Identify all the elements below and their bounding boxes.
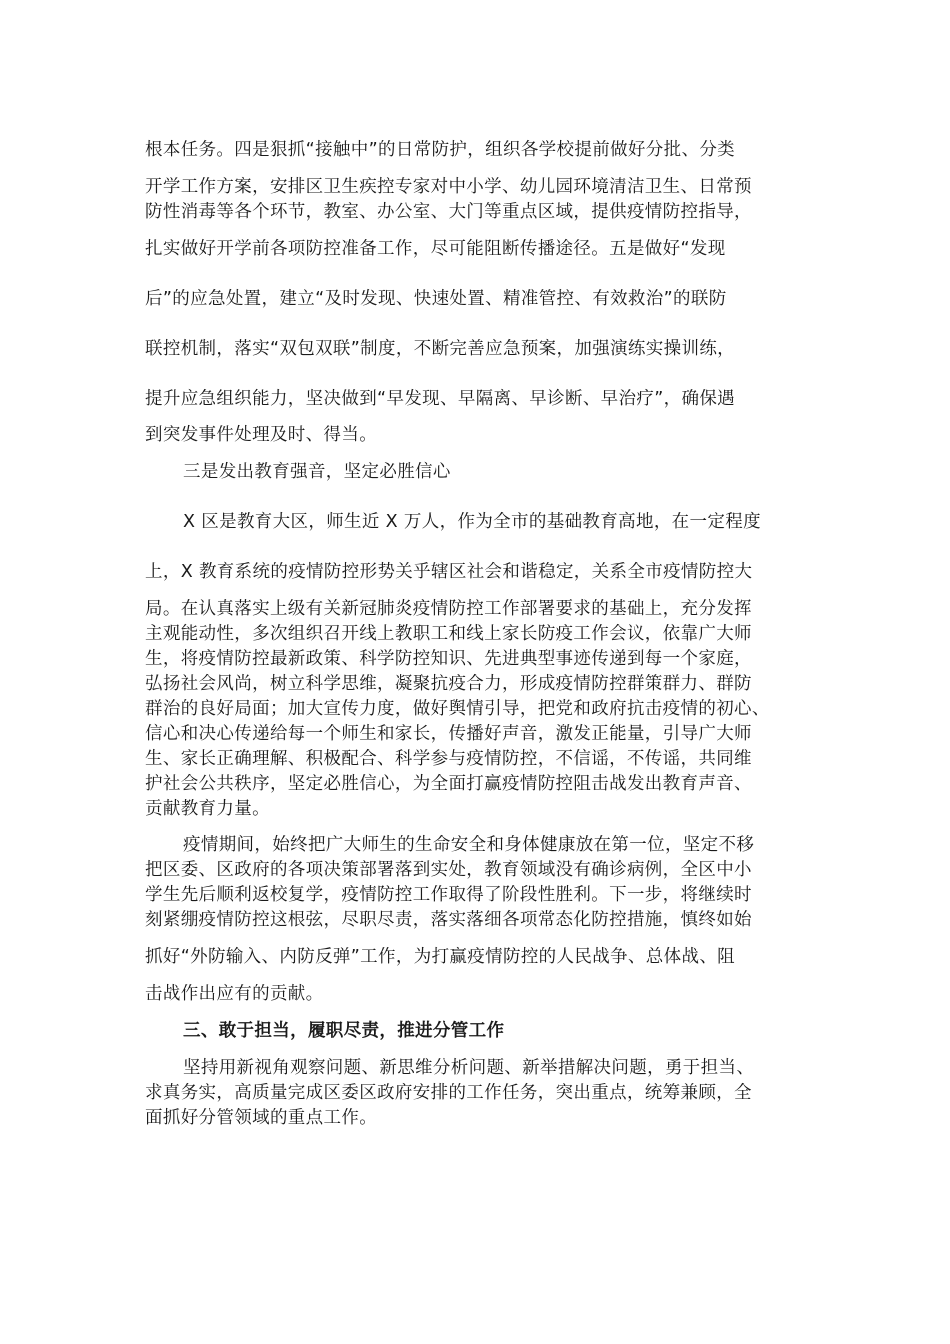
paragraph-4-line-2: 求真务实，高质量完成区委区政府安排的工作任务，突出重点，统筹兼顾，全	[145, 1083, 752, 1103]
paragraph-2-line-9: 生、家长正确理解、积极配合、科学参与疫情防控，不信谣，不传谣，共同维	[145, 749, 752, 769]
paragraph-2-line-2: 上，X 教育系统的疫情防控形势关乎辖区社会和谐稳定，关系全市疫情防控大	[145, 562, 753, 582]
paragraph-1-line-8: 到突发事件处理及时、得当。	[145, 425, 378, 445]
subheading-3: 三是发出教育强音，坚定必胜信心	[183, 462, 451, 482]
section-heading: 三、敢于担当，履职尽责，推进分管工作	[183, 1021, 505, 1041]
paragraph-1-line-6: 联控机制，落实“双包双联”制度，不断完善应急预案，加强演练实操训练，	[145, 339, 736, 359]
paragraph-2-line-10: 护社会公共秩序，坚定必胜信心，为全面打赢疫情防控阻击战发出教育声音、	[145, 774, 752, 794]
paragraph-1-line-7: 提升应急组织能力，坚决做到“早发现、早隔离、早诊断、早治疗”，确保遇	[145, 389, 736, 409]
paragraph-1-line-5: 后”的应急处置，建立“及时发现、快速处置、精准管控、有效救治”的联防	[145, 289, 727, 309]
paragraph-3-line-5: 抓好“外防输入、内防反弹”工作，为打赢疫情防控的人民战争、总体战、阻	[145, 947, 736, 967]
paragraph-1-line-2: 开学工作方案，安排区卫生疾控专家对中小学、幼儿园环境清洁卫生、日常预	[145, 177, 752, 197]
paragraph-2-line-8: 信心和决心传递给每一个师生和家长，传播好声音，激发正能量，引导广大师	[145, 724, 752, 744]
paragraph-2-line-3: 局。在认真落实上级有关新冠肺炎疫情防控工作部署要求的基础上，充分发挥	[145, 599, 752, 619]
paragraph-1-line-1: 根本任务。四是狠抓“接触中”的日常防护，组织各学校提前做好分批、分类	[145, 140, 736, 160]
paragraph-2-line-6: 弘扬社会风尚，树立科学思维，凝聚抗疫合力，形成疫情防控群策群力、群防	[145, 674, 752, 694]
paragraph-4-line-1: 坚持用新视角观察问题、新思维分析问题、新举措解决问题，勇于担当、	[183, 1058, 755, 1078]
paragraph-2-line-5: 生，将疫情防控最新政策、科学防控知识、先进典型事迹传递到每一个家庭，	[145, 649, 752, 669]
paragraph-2-line-7: 群治的良好局面；加大宣传力度，做好舆情引导，把党和政府抗击疫情的初心、	[145, 699, 770, 719]
paragraph-1-line-3: 防性消毒等各个环节，教室、办公室、大门等重点区域，提供疫情防控指导，	[145, 202, 752, 222]
paragraph-3-line-4: 刻紧绷疫情防控这根弦，尽职尽责，落实落细各项常态化防控措施，慎终如始	[145, 910, 752, 930]
paragraph-2-line-4: 主观能动性，多次组织召开线上教职工和线上家长防疫工作会议，依靠广大师	[145, 624, 752, 644]
paragraph-2-line-11: 贡献教育力量。	[145, 799, 270, 819]
paragraph-4-line-3: 面抓好分管领域的重点工作。	[145, 1108, 378, 1128]
paragraph-3-line-3: 学生先后顺利返校复学，疫情防控工作取得了阶段性胜利。下一步，将继续时	[145, 885, 752, 905]
paragraph-3-line-1: 疫情期间，始终把广大师生的生命安全和身体健康放在第一位，坚定不移	[183, 835, 755, 855]
paragraph-3-line-2: 把区委、区政府的各项决策部署落到实处，教育领域没有确诊病例，全区中小	[145, 860, 752, 880]
paragraph-1-line-4: 扎实做好开学前各项防控准备工作，尽可能阻断传播途径。五是做好“发现	[145, 239, 726, 259]
paragraph-3-line-6: 击战作出应有的贡献。	[145, 984, 324, 1004]
paragraph-2-line-1: X 区是教育大区，师生近 X 万人，作为全市的基础教育高地，在一定程度	[183, 512, 761, 532]
